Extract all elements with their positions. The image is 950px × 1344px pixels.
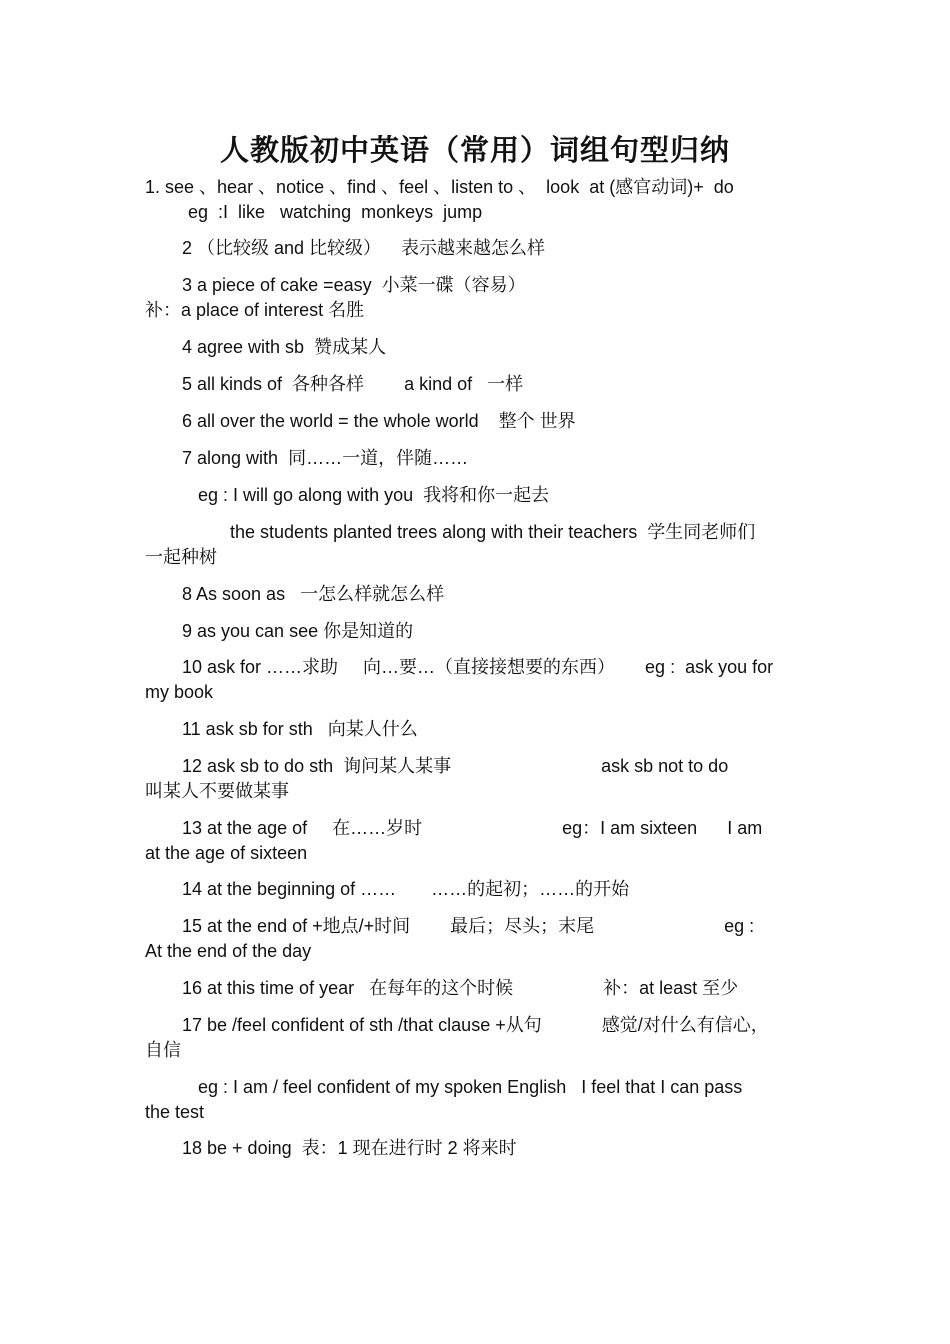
text-line: 3 a piece of cake =easy 小菜一碟（容易） [182, 275, 526, 295]
text-line: 6 all over the world = the whole world 整个 世界 [182, 411, 576, 431]
text-line: 补：a place of interest 名胜 [145, 300, 365, 320]
text-line: 5 all kinds of 各种各样 a kind of 一样 [182, 374, 524, 394]
text-line: 8 As soon as 一怎么样就怎么样 [182, 584, 445, 604]
text-line: 1. see 、hear 、notice 、find 、feel 、listen to 、 look at (感官动词)+ do [145, 177, 734, 197]
text-line: 18 be + doing 表：1 现在进行时 2 将来时 [182, 1138, 517, 1158]
text-line: 叫某人不要做某事 [145, 781, 289, 801]
text-line: my book [145, 682, 214, 702]
text-line: 15 at the end of +地点/+时间 最后；尽头；末尾 eg : [182, 916, 755, 936]
text-line: eg : I will go along with you 我将和你一起去 [198, 485, 550, 505]
text-line: 10 ask for ……求助 向…要…（直接接想要的东西） eg : ask you for [182, 657, 774, 677]
text-line: at the age of sixteen [145, 843, 308, 863]
text-line: 自信 [145, 1040, 181, 1060]
text-line: 7 along with 同……一道，伴随…… [182, 448, 469, 468]
text-line: the students planted trees along with their teachers 学生同老师们 [230, 522, 756, 542]
text-line: eg :I like watching monkeys jump [188, 202, 483, 222]
text-line: 17 be /feel confident of sth /that clause +从句 感觉/对什么有信心， [182, 1015, 769, 1035]
text-line: eg : I am / feel confident of my spoken English I feel that I can pass [198, 1077, 743, 1097]
text-line: 9 as you can see 你是知道的 [182, 621, 414, 641]
page-title: 人教版初中英语（常用）词组句型归纳 [219, 133, 730, 167]
text-line: 12 ask sb to do sth 询问某人某事 ask sb not to do [182, 756, 729, 776]
text-line: the test [145, 1102, 205, 1122]
text-line: 16 at this time of year 在每年的这个时候 补：at least 至少 [182, 978, 739, 998]
text-line: 2 （比较级 and 比较级） 表示越来越怎么样 [182, 238, 546, 258]
text-line: 14 at the beginning of …… ……的起初；……的开始 [182, 879, 630, 899]
text-line: 11 ask sb for sth 向某人什么 [182, 719, 418, 739]
text-line: At the end of the day [145, 941, 312, 961]
text-line: 4 agree with sb 赞成某人 [182, 337, 387, 357]
text-line: 一起种树 [145, 547, 217, 567]
text-line: 13 at the age of 在……岁时 eg：I am sixteen I am [182, 818, 763, 838]
